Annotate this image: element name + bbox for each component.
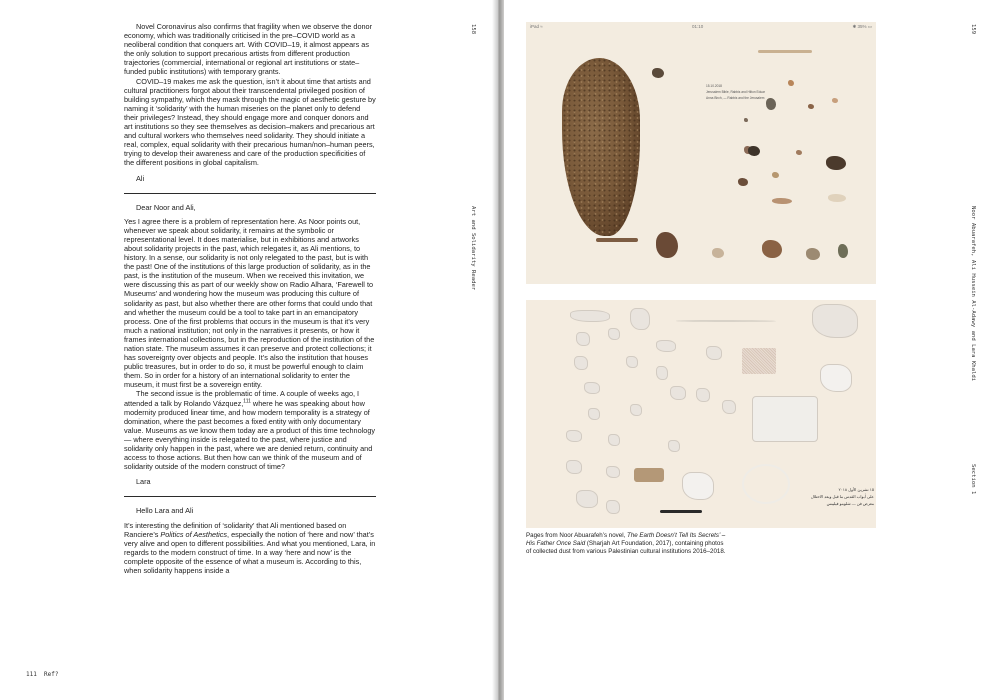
black-thread xyxy=(660,510,702,513)
cord-loop xyxy=(742,464,790,504)
folio-number: 111 xyxy=(26,671,37,678)
arabic-line: معرض فن — شلومو فيليبس xyxy=(826,501,874,506)
running-header-number: 159 xyxy=(970,24,976,35)
plaster-chip xyxy=(576,490,598,508)
photo-small-text: 15.10.2018 xyxy=(706,84,722,88)
plaster-chip xyxy=(588,408,600,420)
plaster-chip xyxy=(656,366,668,380)
dust-fragment xyxy=(772,172,779,178)
twig xyxy=(758,50,812,53)
section-label: Section 1 xyxy=(970,464,976,495)
paragraph-text: where he was speaking about how modernity produced linear time, and how modern temporality is a strategy of domination, where the past becomes a fixed entity with only documentary value. Museums as we know them today are a product of this time technology — where everything inside is relegated to the past, where justice and solidarity only happen in the past, where we are denied return, continuity and access to those actions. But then how can we think of the museum and of solidarity outside of the modern construct of time? xyxy=(124,398,376,472)
paragraph: Novel Coronavirus also confirms that fragility when we observe the donor economy, which was traditionally criticised in the pre–COVID world as a neoliberal condition that conquers art. With COVID–19, it almost appears as the only solution to support precarious artists from different production trajectories (commercial, international or regional art institutions or state–funded public institutions) with temporary grants. xyxy=(124,22,373,77)
divider-rule xyxy=(124,193,376,194)
dust-fragment xyxy=(762,240,782,258)
plaster-chip xyxy=(566,430,582,442)
tablet-status-bar xyxy=(526,22,876,30)
figure-caption xyxy=(526,532,726,557)
plaster-chip xyxy=(630,308,650,330)
footnote-marker[interactable]: 111 xyxy=(243,398,251,405)
photo-small-text: Jerusalem Bible, Rabbis and Hilton Eduar xyxy=(706,90,765,94)
running-header-number: 158 xyxy=(470,24,476,35)
dust-fragment xyxy=(828,194,846,202)
paragraph xyxy=(124,521,376,576)
arabic-line: على أبواب القدس ما قبل وبعد الاحتلال xyxy=(810,494,874,499)
dust-fragment xyxy=(748,146,760,156)
paragraph: Yes I agree there is a problem of representation here. As Noor points out, whenever we speak about solidarity, it remains at the symbolic or representational level. It does materialise, but in exhibitions and artworks about solidarity projects in the past, which relegates it, as Ali mentions, to history. In a sense, our solidarity is not only relegated to the past, but is with the past! One of the institutions of this large production of solidarity, as in the past, is the institution of the museum. When we received this invitation, we were discussing this as part of our weekly show on Radio Alhara, ‘Farewell to Museums’ and wondering how the museum was producing this culture of solidarity as past, but also whether there are other forms that could undo that and whether the museum could be a tool to take part in an emancipatory process. One of the first problems that occurs in the museum is that it’s very much a national institution; not only in the narratives it presents, or how it frames international collections, but in the reproduction of the institution of the nation state. The museum assumes it can preserve and protect collections; it has sovereignty over objects and people. It’s also the institution that houses public treasures, but in order to do so, it must be powerful enough to claim them. So in order for a history of an international solidarity to enter the museum, it must first be a sovereign entity. xyxy=(124,216,375,390)
caption-text: Pages from Noor Abuarafeh’s novel, xyxy=(526,532,628,539)
plaster-chip xyxy=(696,388,710,402)
plaster-chip xyxy=(570,310,610,322)
plaster-chip xyxy=(584,382,600,394)
paragraph-text: The second issue is the problematic of time. A couple of weeks ago, I attended a talk by Rolando Vázquez, xyxy=(124,389,360,408)
dust-fragment xyxy=(826,156,846,170)
paragraph: COVID–19 makes me ask the question, isn’t it about time that artists and cultural practitioners forgot about their transcendental privileged position of building sympathy, which they mask through the magic of aesthetic gesture by naming it ‘solidarity’ with the human miseries on the planet only to defend their privileges? Instead, they should engage more and conquer donors and art institutions so they see themselves as decision–makers and precarious art and cultural workers who themselves need solidarity. They should initiate a real, complex, equal solidarity with their precarious human/non–human peers, trying to develop their awareness and care of the production specificities of the different positions in global capitalism. xyxy=(124,76,376,168)
paper-fragment xyxy=(682,472,714,500)
plaster-chip xyxy=(566,460,582,474)
plaster-chip xyxy=(706,346,722,360)
plaster-chip xyxy=(630,404,642,416)
status-left: iPad ≈ xyxy=(530,24,543,29)
dust-collection-photo-1 xyxy=(526,22,876,284)
dust-fragment xyxy=(788,80,794,86)
status-time: 01:10 xyxy=(692,24,704,29)
paragraph-text: It’s interesting the definition of ‘solidarity’ that Ali mentioned based on Ranciere’s xyxy=(124,520,347,539)
plaster-chip xyxy=(670,386,686,400)
caption-text: (Sharjah Art Foundation, 2017), containing photos of collected dust from various Palestinian cultural institutions 2016–2018. xyxy=(526,540,726,556)
plaster-chip xyxy=(574,356,588,370)
running-header-title: Art and Solidarity Reader xyxy=(470,206,476,291)
signature-ali: Ali xyxy=(136,173,145,183)
left-page xyxy=(0,0,498,700)
paragraph-time xyxy=(124,389,376,471)
paragraph-text: , especially the notion of ‘here and now’ that’s very alive and open to different possibilities. And what you mentioned, Lara, in regards to the modern construct of time. In a way ‘here and now’ is the complete opposite of the essence of what a museum is. According to this, when solidarity happens inside a xyxy=(124,529,376,575)
dust-fragment xyxy=(806,248,820,260)
dust-fragment xyxy=(838,244,848,258)
dust-fragment xyxy=(652,68,664,78)
dust-fragment xyxy=(796,150,802,155)
photo-arabic-caption xyxy=(794,486,874,507)
dust-fragment xyxy=(808,104,814,109)
dust-fragment xyxy=(712,248,724,258)
paper-fragment xyxy=(752,396,818,442)
plaster-chip xyxy=(606,466,620,478)
plaster-chip xyxy=(576,332,590,346)
dust-fragment xyxy=(766,98,776,110)
dust-fragment xyxy=(772,198,792,204)
plaster-chip xyxy=(812,304,858,338)
string xyxy=(676,320,776,322)
photo-small-text: Anna Birch, — Rabbis and the Jerusalem xyxy=(706,96,765,100)
fabric-swatch xyxy=(742,348,776,374)
dust-fragment xyxy=(744,118,748,122)
twig xyxy=(596,238,638,242)
running-header-authors: Noor Abuarafeh, Ali Hussein Al-Adawy and Lara Khaldi xyxy=(970,206,976,382)
book-title: Politics of Aesthetics xyxy=(160,529,228,539)
status-battery: ✱ 35% ▭ xyxy=(852,24,872,29)
dust-collection-photo-2 xyxy=(526,300,876,528)
salutation: Hello Lara and Ali xyxy=(136,506,194,516)
dirt-pile xyxy=(562,58,640,236)
dust-fragment xyxy=(738,178,748,186)
plaster-chip xyxy=(608,328,620,340)
divider-rule xyxy=(124,496,376,497)
salutation: Dear Noor and Ali, xyxy=(136,202,196,212)
wood-fragment xyxy=(634,468,664,482)
dust-fragment xyxy=(656,232,678,258)
arabic-line: ١٥ تشرين الأول ٢٠١٨ xyxy=(838,487,874,492)
plaster-chip xyxy=(668,440,680,452)
plaster-chip xyxy=(820,364,852,392)
plaster-chip xyxy=(656,340,676,352)
signature-lara: Lara xyxy=(136,477,151,487)
folio-label: Ref? xyxy=(44,671,59,678)
right-page xyxy=(504,0,1000,700)
plaster-chip xyxy=(722,400,736,414)
dust-fragment xyxy=(832,98,838,103)
plaster-chip xyxy=(626,356,638,368)
plaster-chip xyxy=(606,500,620,514)
plaster-chip xyxy=(608,434,620,446)
body-text-column xyxy=(124,22,376,575)
caption-book-title: The Earth Doesn’t Tell Its Secrets’ – His Father Once Said xyxy=(526,532,726,548)
